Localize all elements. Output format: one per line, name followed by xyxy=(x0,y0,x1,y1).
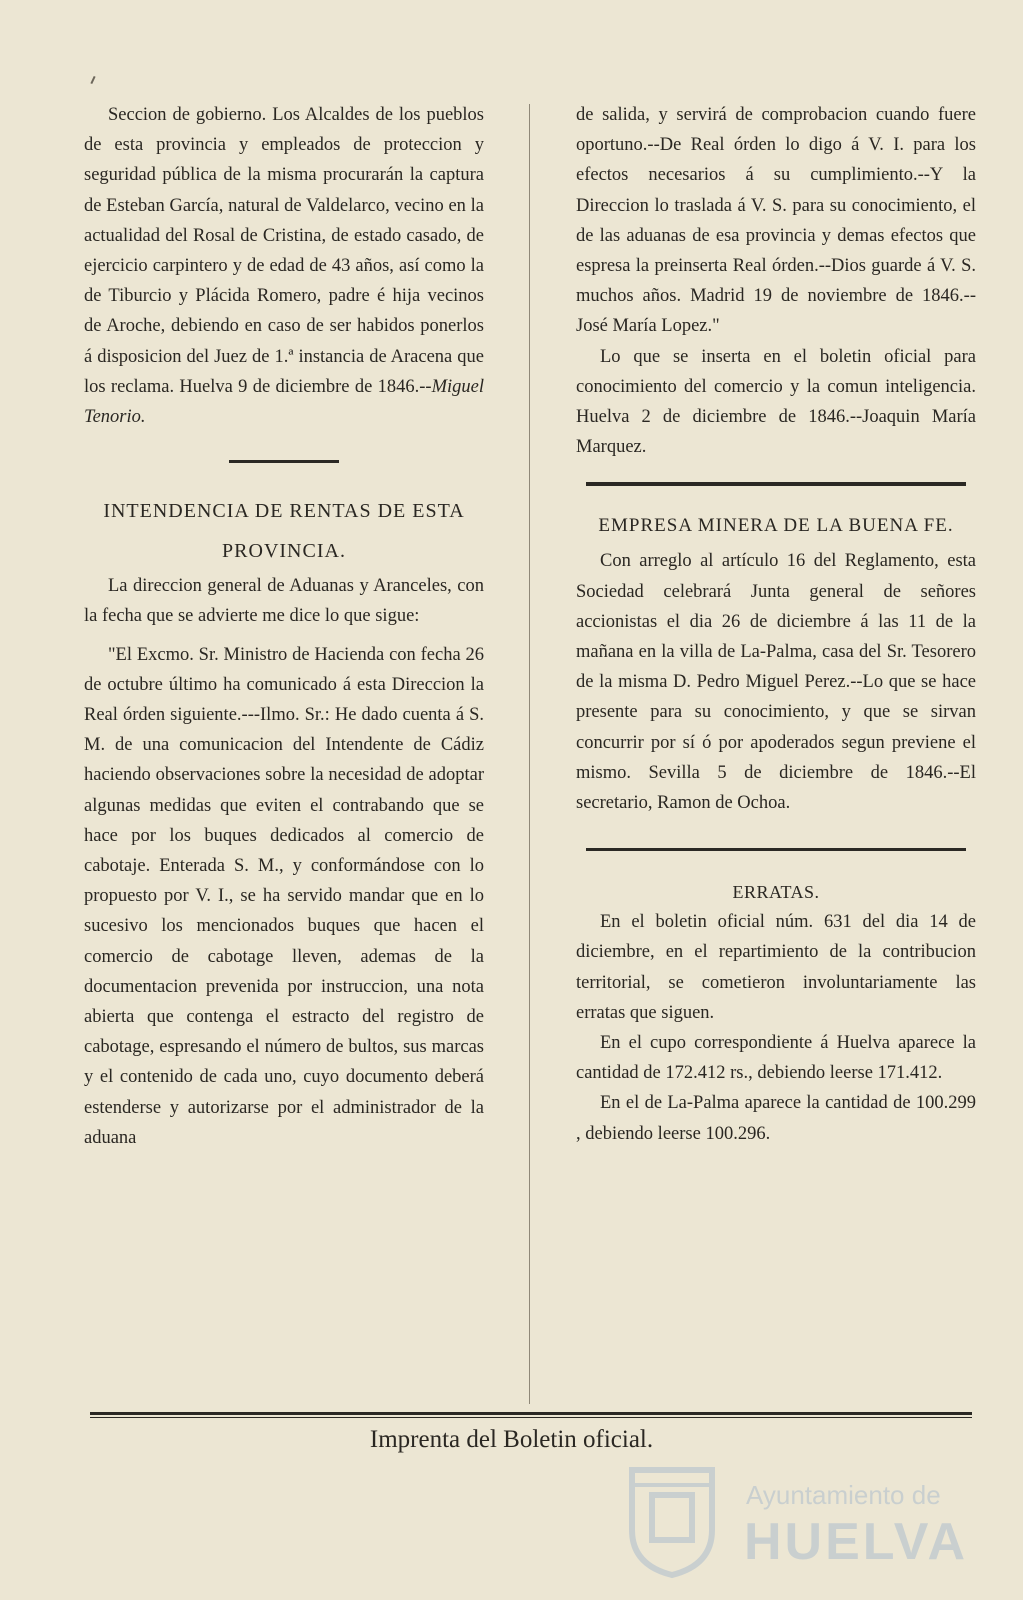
footer-rule-thin xyxy=(90,1417,972,1418)
boletin-insertion-note: Lo que se inserta en el boletin oficial para conocimiento del comercio y la comun inteligencia. Huelva 2 de diciembre de 1846.--Joaquin María Marquez. xyxy=(576,346,976,458)
real-orden-text: "El Excmo. Sr. Ministro de Hacienda con fecha 26 de octubre último ha comunicado á esta Direccion la Real órden siguiente.---Ilmo. Sr.: He dado cuenta á S. M. de una comunicacion del Intendente de Cádiz haciendo observaciones sobre la necesidad de adoptar algunas medidas que eviten el contrabando que se hace por los buques dedicados al comercio de cabotaje. Enterada S. M., y conformándose con lo propuesto por V. I., se ha servido mandar que en lo sucesivo los mencionados buques que hacen el comercio de cabotage lleven, ademas de la documentacion prevenida por instruccion, una nota abierta que contenga el estracto del registro de cabotage, espresando el número de bultos, sus marcas y el contenido de cada uno, cuyo documento deberá estenderse y autorizarse por el administrador de la aduana xyxy=(84,644,484,1148)
gobierno-notice-text: Seccion de gobierno. Los Alcaldes de los pueblos de esta provincia y empleados de proteccion y seguridad pública de la misma procurarán la captura de Esteban García, natural de Valdelarco, vecino en la actualidad del Rosal de Cristina, de estado casado, de ejercicio carpintero y de edad de 43 años, así como la de Tiburcio y Plácida Romero, padre é hija vecinos de Aroche, debiendo en caso de ser habidos ponerlos á disposicion del Juez de 1.ª instancia de Aracena que los reclama. Huelva 9 de diciembre de 1846.-- xyxy=(84,105,484,397)
erratas-heading: ERRATAS. xyxy=(732,882,820,903)
coat-of-arms-icon xyxy=(612,1460,732,1580)
errata-huelva: En el cupo correspondiente á Huelva aparece la cantidad de 172.412 rs., debiendo leerse 171.412. xyxy=(576,1033,976,1084)
right-column xyxy=(576,100,976,1149)
section-separator-right xyxy=(586,482,966,486)
gobierno-notice xyxy=(84,100,484,432)
real-orden-continuation: de salida, y servirá de comprobacion cuando fuere oportuno.--De Real órden lo digo á V. I. para los efectos necesarios á su cumplimiento.--Y la Direccion lo traslada á V. S. para su conocimiento, el de las aduanas de esa provincia y demas efectos que espresa la preinserta Real órden.--Dios guarde á V. S. muchos años. Madrid 19 de noviembre de 1846.--José María Lopez." xyxy=(576,105,976,337)
left-column xyxy=(84,100,484,1153)
errata-la-palma: En el de La-Palma aparece la cantidad de 100.299 , debiendo leerse 100.296. xyxy=(576,1093,976,1144)
aduanas-intro: La direccion general de Aduanas y Aranceles, con la fecha que se advierte me dice lo que sigue: xyxy=(84,576,484,627)
errata-intro: En el boletin oficial núm. 631 del dia 14 de diciembre, en el repartimiento de la contribucion territorial, se cometieron involuntariamente las erratas que siguen. xyxy=(576,912,976,1023)
printer-imprint: Imprenta del Boletin oficial. xyxy=(369,1426,654,1453)
section-separator-right-2 xyxy=(586,848,966,851)
intendencia-heading: INTENDENCIA DE RENTAS DE ESTA PROVINCIA. xyxy=(103,500,465,563)
section-separator xyxy=(229,460,339,463)
ink-mark xyxy=(90,76,95,84)
watermark-line2: HUELVA xyxy=(744,1513,969,1571)
junta-general-notice: Con arreglo al artículo 16 del Reglamento, esta Sociedad celebrará Junta general de señores accionistas el dia 26 de diciembre á las 11 de la mañana en la villa de La-Palma, casa del Sr. Tesorero de la misma D. Pedro Miguel Perez.--Lo que se hace presente para su conocimiento, y que se sirvan concurrir por sí ó por apoderados segun previene el mismo. Sevilla 5 de diciembre de 1846.--El secretario, Ramon de Ochoa. xyxy=(576,551,976,814)
ayuntamiento-watermark xyxy=(612,1460,992,1580)
watermark-line1: Ayuntamiento de xyxy=(746,1480,941,1510)
gobierno-notice-signature: Miguel Tenorio. xyxy=(84,376,484,428)
column-divider xyxy=(529,104,530,1404)
empresa-minera-heading: EMPRESA MINERA DE LA BUENA FE. xyxy=(598,515,954,537)
footer-rule xyxy=(90,1412,972,1415)
